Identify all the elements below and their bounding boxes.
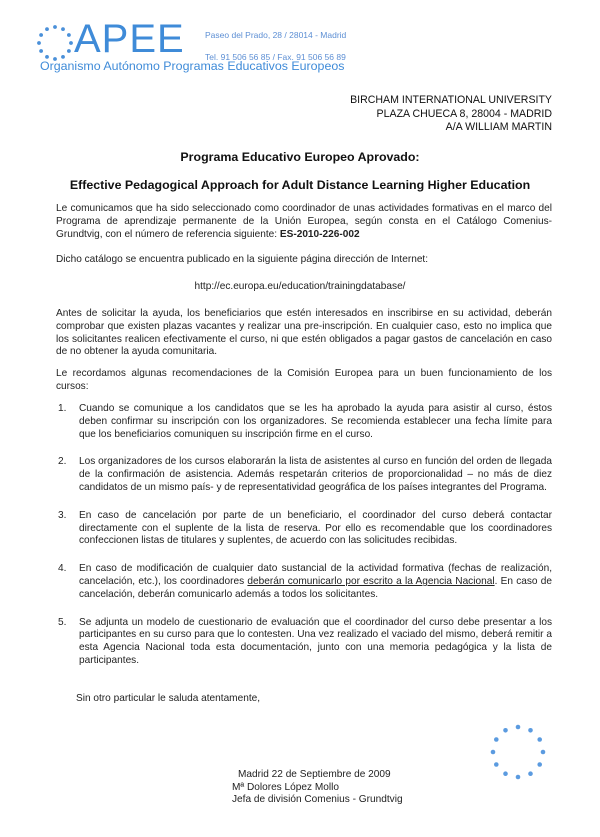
recommendations-intro: Le recordamos algunas recomendaciones de la Comisión Europea para un buen funcionamiento de los cursos: xyxy=(56,368,552,392)
list-number: 2. xyxy=(58,456,67,468)
list-number: 1. xyxy=(58,403,67,414)
list-item-text: Los organizadores de los cursos elaborarán la lista de asistentes al curso en función del orden de llegada de la confirmación de asistencia. Además respetarán criterios de proporcionalidad – no más de diez candidatos de un mismo país- y de representatividad geográfica de los países integrantes del Programa. xyxy=(79,456,552,493)
document-subtitle: Effective Pedagogical Approach for Adult Distance Learning Higher Education xyxy=(69,178,531,192)
list-item xyxy=(56,510,552,548)
underlined-text: deberán comunicarlo por escrito a la Agencia Nacional xyxy=(247,575,495,587)
list-item xyxy=(56,563,552,601)
header-address: Paseo del Prado, 28 / 28014 - Madrid xyxy=(205,30,347,40)
recommendations-list xyxy=(56,403,552,668)
organization-name: Organismo Autónomo Programas Educativos Europeos xyxy=(40,59,345,73)
header-phone-fax: Tel. 91 506 56 85 / Fax. 91 506 56 89 xyxy=(205,52,346,62)
recipient-line-2: PLAZA CHUECA 8, 28004 - MADRID xyxy=(376,107,552,120)
list-number: 5. xyxy=(58,616,67,628)
reference-number: ES-2010-226-002 xyxy=(279,228,360,240)
catalog-url: http://ec.europa.eu/education/trainingdatabase/ xyxy=(194,281,406,292)
list-item-text: Se adjunta un modelo de cuestionario de evaluación que el coordinador del curso debe presentar a los participantes en su curso para que lo contesten. Una vez realizado el vaciado del mismo, deberá remitir a esta Agencia Nacional toda esta documentación, junto con una memoria pedagógica y la lista de participantes. xyxy=(79,616,552,666)
signature-position: Jefa de división Comenius - Grundtvig xyxy=(232,794,403,806)
intro-text: Le comunicamos que ha sido seleccionado como coordinador de unas actividades formativas en el marco del Programa de aprendizaje permanente de la Unión Europea, según consta en el Catálogo Comenius-Grundtvig, con el número de referencia siguiente: xyxy=(56,203,552,240)
before-paragraph: Antes de solicitar la ayuda, los beneficiarios que estén interesados en inscribirse en su actividad, deberán comprobar que existen plazas vacantes y realizar una pre-inscripción. En cualquier caso, esto no implica que los solicitantes realicen efectivamente el curso, ni que estén obligados a pagar gastos de cancelación en caso de no obtener la ayuda comunitaria. xyxy=(56,308,552,358)
list-item xyxy=(56,403,552,441)
signature-name: Mª Dolores López Mollo xyxy=(232,781,339,793)
signature-date: Madrid 22 de Septiembre de 2009 xyxy=(238,769,391,780)
logo-text: APEE xyxy=(74,17,185,61)
list-item xyxy=(56,456,552,494)
recipient-address xyxy=(350,94,552,135)
eu-stars-icon xyxy=(488,722,548,782)
recipient-line-3: A/A WILLIAM MARTIN xyxy=(445,121,552,133)
recipient-line-1: BIRCHAM INTERNATIONAL UNIVERSITY xyxy=(350,94,552,106)
list-item-text-end: . En caso de cancelación, deberán comunicarlo además a todos los solicitantes. xyxy=(79,575,552,600)
list-item-text: En caso de cancelación por parte de un beneficiario, el coordinador del curso deberá contactar directamente con el suplente de la lista de reserva. Por ello es recomendable que los coordinadores confeccionen listas de titulares y suplentes, de acuerdo con las solicitudes recibidas. xyxy=(79,509,552,547)
catalog-paragraph: Dicho catálogo se encuentra publicado en la siguiente página dirección de Internet: xyxy=(56,254,429,265)
closing-text: Sin otro particular le saluda atentamente, xyxy=(76,693,261,704)
list-number: 3. xyxy=(58,509,67,521)
intro-paragraph xyxy=(56,203,552,241)
list-item-text: En caso de modificación de cualquier dato sustancial de la actividad formativa (fechas de realización, cancelación, etc.), los coordinadores xyxy=(79,563,552,587)
list-item xyxy=(56,617,552,668)
signature-block xyxy=(232,769,403,807)
list-number: 4. xyxy=(58,563,67,575)
document-title: Programa Educativo Europeo Aprovado: xyxy=(180,150,420,164)
eu-stars-logo-icon xyxy=(36,24,74,62)
list-item-text: Cuando se comunique a los candidatos que se les ha aprobado la ayuda para asistir al curso, éstos deben confirmar su inscripción con los organizadores. Se recomienda establecer una fecha límite para que los beneficiarios comuniquen su inscripción firme en el curso. xyxy=(79,403,552,440)
